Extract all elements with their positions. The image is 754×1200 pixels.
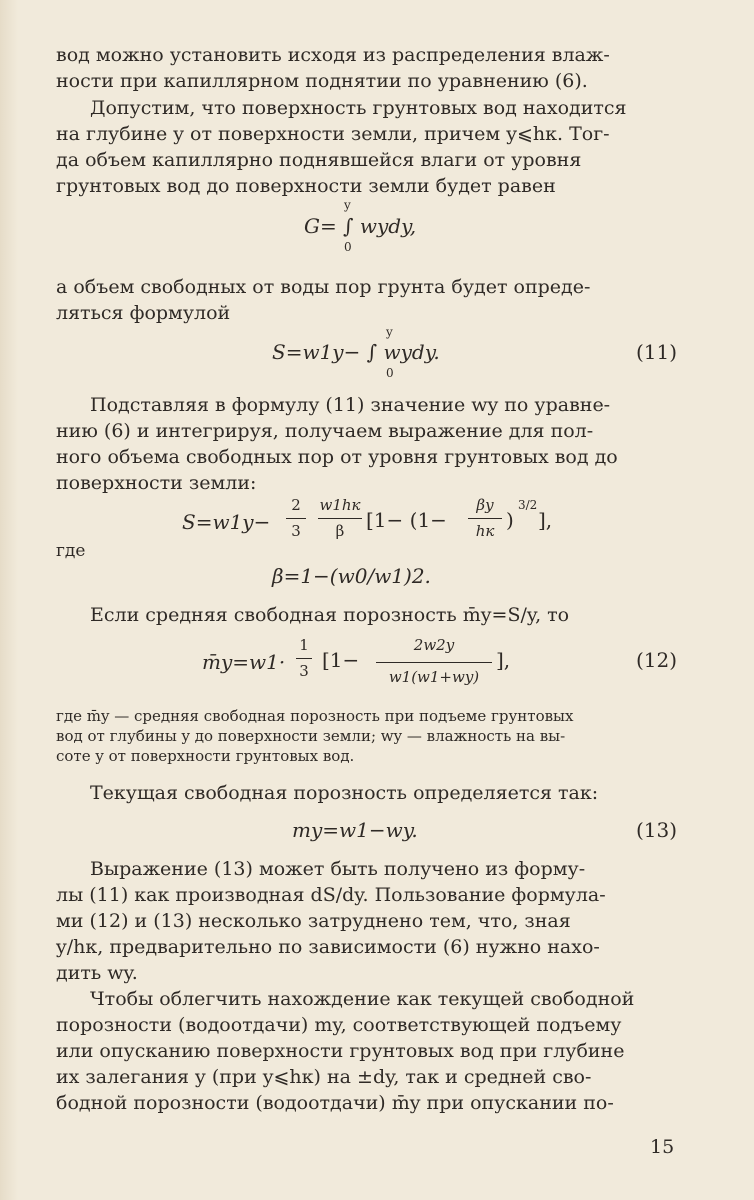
fraction-bar [468, 518, 502, 519]
equation-s-full-end: ], [538, 508, 553, 532]
text-line-11: ного объема свободных пор от уровня грунтовых вод до [56, 446, 618, 468]
fraction-bar [318, 518, 362, 519]
footnote-line-3: соте y от поверхности грунтовых вод. [56, 747, 355, 765]
fraction-bar [286, 518, 306, 519]
equation-11-upper-limit: y [386, 325, 393, 339]
text-line-23: их залегания y (при y⩽hк) на ±dy, так и средней сво- [56, 1066, 592, 1088]
equation-12-lhs: m̄y=w1· [202, 650, 286, 674]
text-line-6: грунтовых вод до поверхности земли будет равен [56, 175, 556, 197]
fraction-bar [296, 658, 312, 659]
text-line-9: Подставляя в формулу (11) значение wy по уравне- [90, 394, 611, 416]
text-line-20: Чтобы облегчить нахождение как текущей свободной [90, 988, 635, 1010]
equation-beta: β=1−(w0/w1)2. [272, 564, 431, 588]
text-line-18: y/hк, предварительно по зависимости (6) нужно нахо- [56, 936, 600, 958]
text-line-13: Если средняя свободная порозность m̄y=S/y, то [90, 604, 570, 626]
fraction-w1-denominator: w1(w1+wy) [388, 668, 480, 686]
text-line-17: ми (12) и (13) несколько затруднено тем, что, зная [56, 910, 571, 932]
equation-11-lower-limit: 0 [386, 366, 394, 380]
equation-s-full-exponent: 3/2 [518, 498, 538, 512]
fraction-3-denominator: 3 [299, 662, 309, 680]
fraction-2-numerator: 2 [291, 496, 301, 514]
footnote-line-2: вод от глубины y до поверхности земли; wy — влажность на вы- [56, 727, 566, 745]
text-line-5: да объем капиллярно поднявшейся влаги от уровня [56, 149, 582, 171]
footnote-line-1: где m̄y — средняя свободная порозность при подъеме грунтовых [56, 707, 574, 725]
text-line-2: ности при капиллярном поднятии по уравнению (6). [56, 70, 588, 92]
text-line-1: вод можно установить исходя из распределения влаж- [56, 44, 610, 66]
equation-s-full-bracket: [1− (1− [366, 508, 447, 532]
equation-g-upper-limit: y [344, 198, 351, 212]
page-number: 15 [650, 1136, 675, 1158]
text-line-4: на глубине y от поверхности земли, причем y⩽hк. Тог- [56, 123, 610, 145]
fraction-hk-denominator: hк [475, 522, 495, 540]
equation-11: S=w1y− ∫ wydy. [272, 340, 440, 364]
fraction-2w2y-numerator: 2w2y [413, 636, 455, 654]
text-line-24: бодной порозности (водоотдачи) m̄y при опускании по- [56, 1092, 614, 1114]
fraction-w1hk-numerator: w1hк [319, 496, 361, 514]
text-line-3: Допустим, что поверхность грунтовых вод находится [90, 97, 627, 119]
text-line-12: поверхности земли: [56, 472, 257, 494]
text-line-21: порозности (водоотдачи) my, соответствующей подъему [56, 1014, 622, 1036]
equation-12-bracket: [1− [322, 648, 360, 672]
fraction-beta-denominator: β [335, 522, 345, 540]
text-line-14: Текущая свободная порозность определяется так: [90, 782, 599, 804]
text-line-22: или опусканию поверхности грунтовых вод при глубине [56, 1040, 625, 1062]
fraction-beta-y-numerator: βy [476, 496, 494, 514]
equation-12-number: (12) [636, 648, 678, 672]
equation-11-number: (11) [636, 340, 678, 364]
fraction-1-numerator: 1 [299, 636, 309, 654]
equation-g-lower-limit: 0 [344, 240, 352, 254]
equation-13: my=w1−wy. [292, 818, 418, 842]
equation-s-full-lhs: S=w1y− [182, 510, 271, 534]
text-line-10: нию (6) и интегрируя, получаем выражение для пол- [56, 420, 594, 442]
text-line-15: Выражение (13) может быть получено из форму- [90, 858, 586, 880]
fraction-3-denominator: 3 [291, 522, 301, 540]
equation-12-end: ], [496, 648, 511, 672]
text-line-8: ляться формулой [56, 302, 231, 324]
equation-s-full-paren: ) [506, 508, 514, 532]
text-line-16: лы (11) как производная dS/dy. Пользование формула- [56, 884, 606, 906]
fraction-bar [376, 662, 492, 663]
text-line-7: а объем свободных от воды пор грунта будет опреде- [56, 276, 591, 298]
page-edge-shadow [0, 0, 18, 1200]
text-line-where: где [56, 541, 86, 561]
equation-13-number: (13) [636, 818, 678, 842]
text-line-19: дить wy. [56, 962, 138, 984]
equation-g: G= ∫ wydy, [304, 214, 417, 238]
